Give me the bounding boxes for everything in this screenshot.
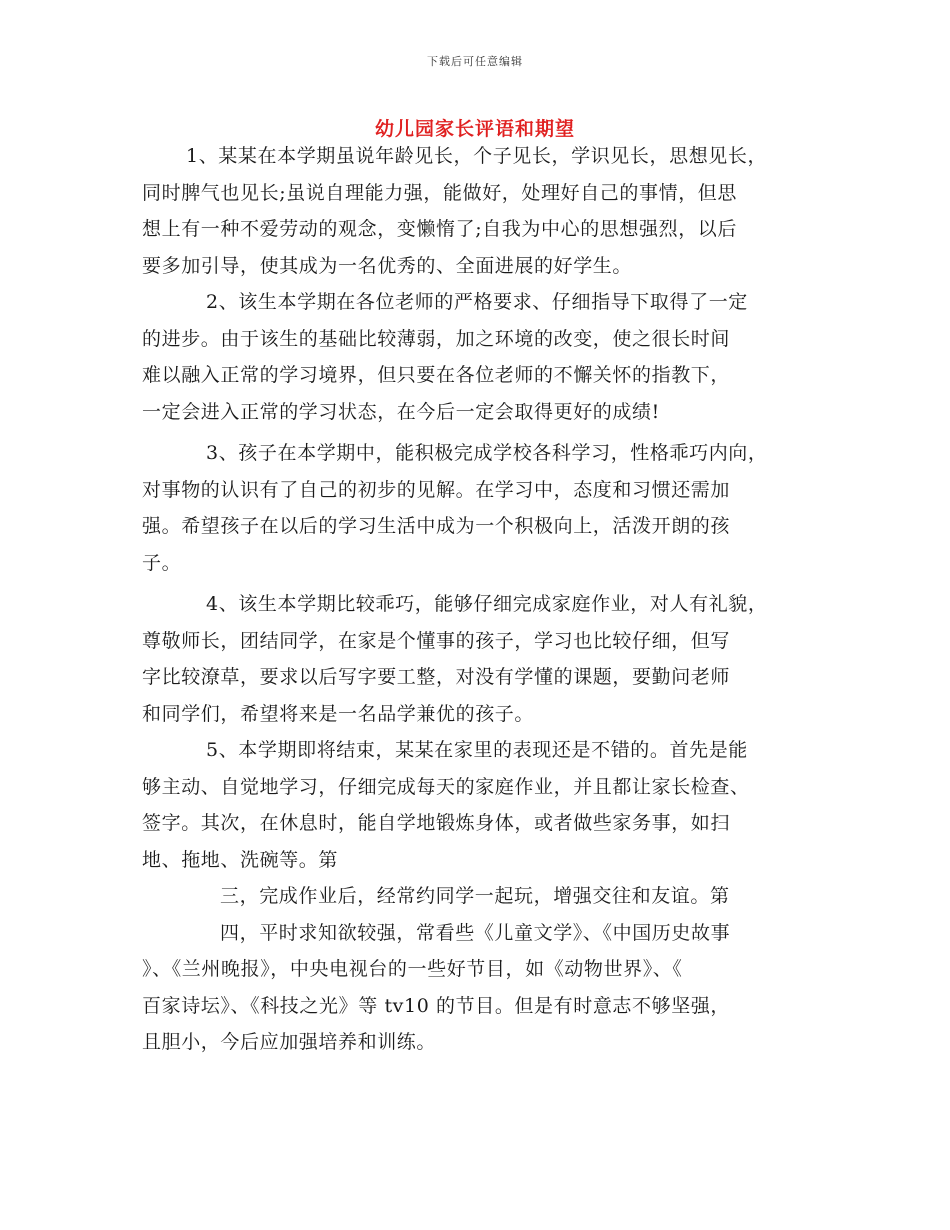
paragraph (142, 586, 832, 732)
paragraph (142, 435, 832, 581)
text-line: 且胆小，今后应加强培养和训练。 (142, 1031, 437, 1053)
document-body (142, 138, 832, 1061)
text-line: 对事物的认识有了自己的初步的见解。在学习中，态度和习惯还需加 (142, 478, 731, 501)
text-line: 三，完成作业后，经常约同学一起玩，增强交往和友谊。第 (220, 885, 730, 907)
text-line: 四，平时求知欲较强，常看些《儿童文学》、《中国历史故事 (220, 921, 731, 944)
paragraph (142, 878, 832, 915)
text-line: 同时脾气也见长;虽说自理能力强，能做好，处理好自己的事情，但思 (142, 181, 738, 204)
text-line: 尊敬师长，团结同学，在家是个懂事的孩子，学习也比较仔细，但写 (142, 629, 731, 652)
text-line: 的进步。由于该生的基础比较薄弱，加之环境的改变，使之很长时间 (142, 327, 731, 350)
paragraph (142, 915, 832, 1061)
text-line: 2、该生本学期在各位老师的严格要求、仔细指导下取得了一定 (206, 291, 748, 313)
text-line: 3、孩子在本学期中，能积极完成学校各科学习，性格乖巧内向， (206, 442, 768, 464)
text-line: 难以融入正常的学习境界，但只要在各位老师的不懈关怀的指教下， (142, 364, 731, 386)
text-line: 字比较潦草，要求以后写字要工整，对没有学懂的课题，要勤问老师 (142, 666, 731, 688)
paragraph (142, 138, 832, 284)
text-line: 够主动、自觉地学习，仔细完成每天的家庭作业，并且都让家长检查、 (142, 775, 750, 798)
text-line: 地、拖地、洗碗等。第 (142, 848, 339, 871)
header-note: 下载后可任意编辑 (427, 55, 523, 68)
text-line: 》、《兰州晚报》，中央电视台的一些好节目，如《动物世界》、《 (142, 958, 683, 980)
text-line: 一定会进入正常的学习状态，在今后一定会取得更好的成绩! (142, 400, 660, 423)
document-title: 幼儿园家长评语和期望 (374, 118, 575, 140)
text-line: 和同学们，希望将来是一名品学兼优的孩子。 (142, 702, 535, 725)
paragraph (142, 732, 832, 878)
text-line: 5、本学期即将结束，某某在家里的表现还是不错的。首先是能 (206, 739, 748, 761)
text-line: 想上有一种不爱劳动的观念，变懒惰了;自我为中心的思想强烈，以后 (142, 218, 738, 240)
text-line: 签字。其次，在休息时，能自学地锻炼身体，或者做些家务事，如扫 (142, 812, 731, 834)
text-line: 百家诗坛》、《科技之光》等 tv10 的节目。但是有时意志不够坚强， (142, 994, 731, 1017)
paragraph (142, 284, 832, 430)
text-line: 4、该生本学期比较乖巧，能够仔细完成家庭作业，对人有礼貌， (206, 593, 768, 615)
text-line: 强。希望孩子在以后的学习生活中成为一个积极向上，活泼开朗的孩 (142, 515, 731, 537)
text-line: 子。 (142, 551, 182, 574)
text-line: 要多加引导，使其成为一名优秀的、全面进展的好学生。 (142, 254, 633, 277)
text-line: 1、某某在本学期虽说年龄见长，个子见长，学识见长，思想见长， (186, 145, 768, 167)
